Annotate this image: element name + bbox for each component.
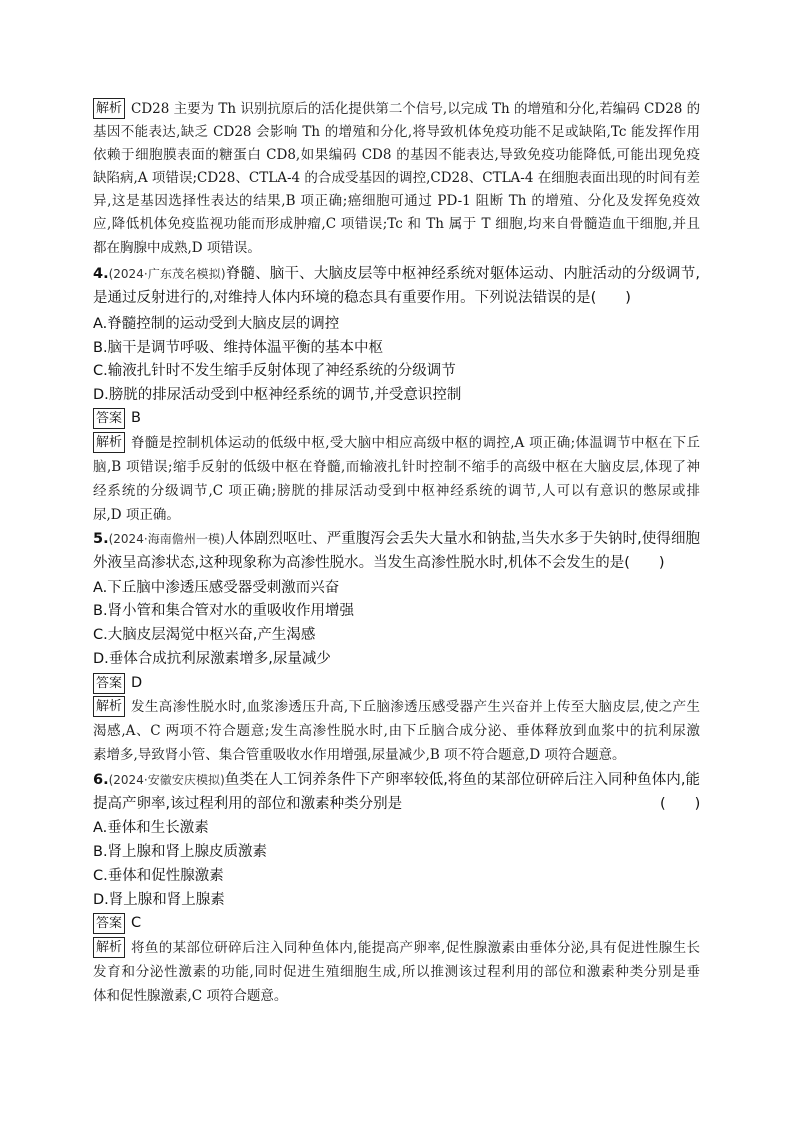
answer-value: C [131,915,142,931]
analysis-label: 解析 [93,937,125,958]
question-stem-line [93,769,700,791]
analysis-line: 基因不能表达,缺乏 CD28 会影响 Th 的增殖和分化,将导致机体免疫功能不足或缺陷,Tc 能发挥作用 [93,124,700,140]
answer-value: D [131,675,143,691]
analysis-label: 解析 [93,696,125,717]
option-item: C.大脑皮层渴觉中枢兴奋,产生渴感 [93,627,316,643]
answer-bracket: ( ) [660,796,701,812]
analysis-line: 将鱼的某部位研碎后注入同种鱼体内,能提高产卵率,促性腺激素由垂体分泌,具有促进性腺生长 [131,940,700,956]
question-stem-line [93,263,700,285]
option-item: A.垂体和生长激素 [93,820,209,836]
answer-label: 答案 [93,913,125,934]
analysis-line: 尿,D 项正确。 [93,507,180,523]
question-stem-line: 是通过反射进行的,对维持人体内环境的稳态具有重要作用。下列说法错误的是( ) [93,290,631,306]
analysis-line: 异,这是基因选择性表达的结果,B 项正确;癌细胞可通过 PD-1 阻断 Th 的增殖、分化及发挥免疫效 [93,193,700,209]
analysis-line: 脑,B 项错误;缩手反射的低级中枢在脊髓,而输液扎针时控制不缩手的高级中枢在大脑皮层,体现了神 [93,459,700,475]
analysis-line: 经系统的分级调节,C 项正确;膀胱的排尿活动受到中枢神经系统的调节,人可以有意识的憋尿或排 [93,483,700,499]
question-stem-text: 人体剧烈呕吐、严重腹泻会丢失大量水和钠盐,当失水多于失钠时,使得细胞 [224,531,700,547]
question-stem-line [93,528,700,550]
option-item: B.脑干是调节呼吸、维持体温平衡的基本中枢 [93,340,384,356]
answer-value: B [131,410,141,426]
question-number: 5. [93,531,109,547]
analysis-line: 渴感,A、C 两项不符合题意;发生高渗性脱水时,由下丘脑合成分泌、垂体释放到血浆中的抗利尿激 [93,723,700,739]
option-item: A.脊髓控制的运动受到大脑皮层的调控 [93,316,340,332]
analysis-line: 素增多,导致肾小管、集合管重吸收水作用增强,尿量减少,B 项不符合题意,D 项符合题意。 [93,747,626,763]
question-number: 4. [93,266,109,282]
analysis-line: 缺陷病,A 项错误;CD28、CTLA-4 的合成受基因的调控,CD28、CTLA-4 在细胞表面出现的时间有差 [93,170,700,186]
option-item: C.垂体和促性腺激素 [93,868,224,884]
question-number: 6. [93,772,109,788]
option-item: B.肾上腺和肾上腺皮质激素 [93,844,268,860]
analysis-line: 发育和分泌性激素的功能,同时促进生殖细胞生成,所以推测该过程利用的部位和激素种类分别是垂 [93,964,700,980]
analysis-line: 脊髓是控制机体运动的低级中枢,受大脑中相应高级中枢的调控,A 项正确;体温调节中枢在下丘 [131,435,700,451]
option-item: D.膀胱的排尿活动受到中枢神经系统的调节,并受意识控制 [93,387,462,403]
question-stem-line: 提高产卵率,该过程利用的部位和激素种类分别是 [93,796,403,812]
analysis-line: 依赖于细胞膜表面的糖蛋白 CD8,如果编码 CD8 的基因不能表达,导致免疫功能降低,可能出现免疫 [93,147,700,163]
option-item: B.肾小管和集合管对水的重吸收作用增强 [93,603,355,619]
analysis-line: 体和促性腺激素,C 项符合题意。 [93,988,288,1004]
question-source: (2024·广东茂名模拟) [108,267,226,281]
question-stem-text: 脊髓、脑干、大脑皮层等中枢神经系统对躯体运动、内脏活动的分级调节, [225,266,701,282]
question-stem-text: 鱼类在人工饲养条件下产卵率较低,将鱼的某部位研碎后注入同种鱼体内,能 [224,772,700,788]
question-source: (2024·安徽安庆模拟) [108,773,225,787]
answer-label: 答案 [93,673,125,694]
analysis-label: 解析 [93,98,125,119]
option-item: D.垂体合成抗利尿激素增多,尿量减少 [93,651,331,667]
question-stem-line: 外液呈高渗状态,这种现象称为高渗性脱水。当发生高渗性脱水时,机体不会发生的是( ) [93,555,665,571]
analysis-line: 都在胸腺中成熟,D 项错误。 [93,240,261,256]
analysis-label: 解析 [93,432,125,453]
option-item: D.肾上腺和肾上腺素 [93,892,225,908]
answer-label: 答案 [93,408,125,429]
analysis-line: CD28 主要为 Th 识别抗原后的活化提供第二个信号,以完成 Th 的增殖和分化,若编码 CD28 的 [131,101,701,117]
option-item: C.输液扎针时不发生缩手反射体现了神经系统的分级调节 [93,363,456,379]
analysis-line: 应,降低机体免疫监视功能而形成肿瘤,C 项错误;Tc 和 Th 属于 T 细胞,均来自骨髓造血干细胞,并且 [93,216,700,232]
option-item: A.下丘脑中渗透压感受器受刺激而兴奋 [93,580,340,596]
analysis-line: 发生高渗性脱水时,血浆渗透压升高,下丘脑渗透压感受器产生兴奋并上传至大脑皮层,使之产生 [131,699,700,715]
question-source: (2024·海南儋州一模) [108,532,225,546]
